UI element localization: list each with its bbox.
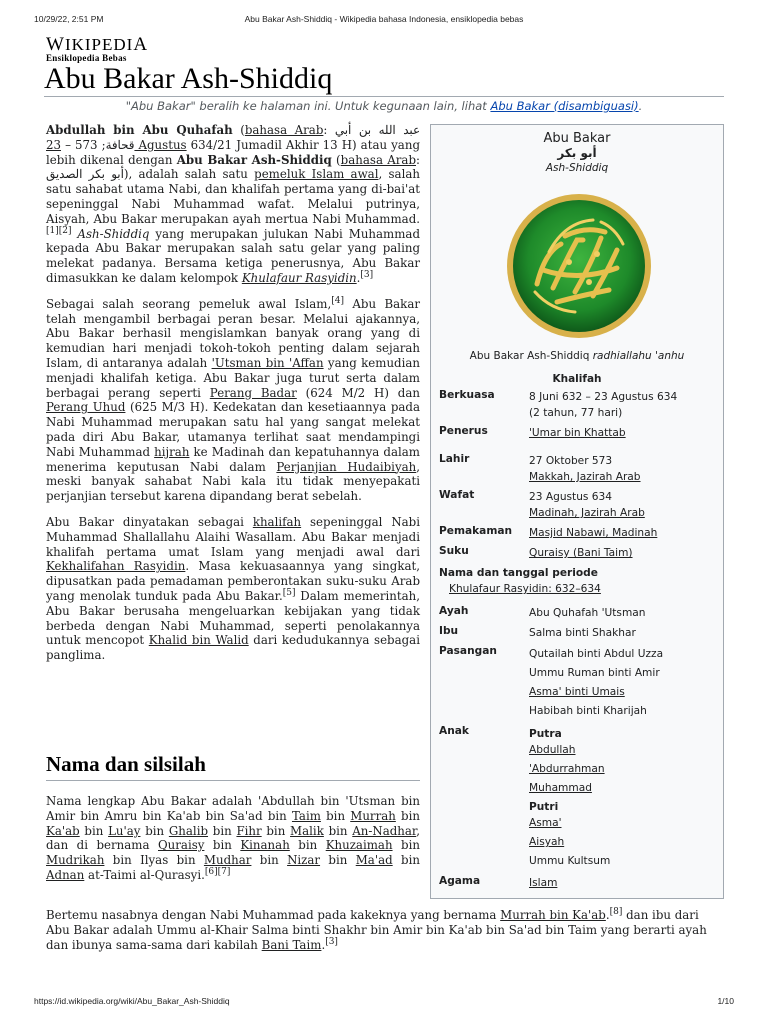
label-lahir: Lahir bbox=[439, 453, 470, 465]
print-page-number: 1/10 bbox=[717, 996, 734, 1006]
link-khuzaimah[interactable]: Khuzaimah bbox=[325, 838, 393, 853]
link-murrah[interactable]: Murrah bbox=[350, 808, 396, 823]
print-url: https://id.wikipedia.org/wiki/Abu_Bakar_Ash-Shiddiq bbox=[34, 996, 230, 1006]
link-khulafaur-periode[interactable]: Khulafaur Rasyidin: 632–634 bbox=[449, 583, 601, 595]
infobox-subtitle: Ash-Shiddiq bbox=[545, 162, 609, 174]
link-23-agustus[interactable]: 23 Agustus bbox=[46, 137, 187, 152]
label-wafat: Wafat bbox=[439, 489, 475, 501]
link-makkah[interactable]: Makkah, Jazirah Arab bbox=[529, 471, 641, 483]
section-nama-silsilah bbox=[46, 794, 420, 894]
link-perjanjian-hudaibiyah[interactable]: Perjanjian Hudaibiyah bbox=[276, 459, 417, 474]
link-hijrah[interactable]: hijrah bbox=[154, 444, 190, 459]
label-pasangan: Pasangan bbox=[439, 645, 497, 657]
logo-tagline: Ensiklopedia Bebas bbox=[46, 53, 127, 63]
link-islam[interactable]: Islam bbox=[529, 877, 558, 889]
link-kaab[interactable]: Ka'ab bbox=[46, 823, 80, 838]
wafat-date: 23 Agustus 634 bbox=[529, 491, 613, 503]
page-title: Abu Bakar Ash-Shiddiq bbox=[44, 62, 333, 95]
link-luay[interactable]: Lu'ay bbox=[108, 823, 141, 838]
value-ibu: Salma binti Shakhar bbox=[529, 627, 636, 639]
link-khalifah[interactable]: khalifah bbox=[252, 514, 302, 529]
link-abdurrahman[interactable]: 'Abdurrahman bbox=[529, 763, 605, 775]
hatnote bbox=[44, 99, 724, 113]
putri-header: Putri bbox=[529, 801, 559, 813]
wikipedia-logo[interactable] bbox=[46, 36, 148, 63]
print-timestamp: 10/29/22, 2:51 PM bbox=[34, 14, 104, 24]
putra-header: Putra bbox=[529, 728, 562, 740]
value-ayah: Abu Quhafah 'Utsman bbox=[529, 607, 646, 619]
link-malik[interactable]: Malik bbox=[290, 823, 324, 838]
link-adnan[interactable]: Adnan bbox=[46, 867, 85, 882]
logo-wordmark: WIKIPEDIA bbox=[46, 34, 149, 55]
calligraphy-image[interactable] bbox=[505, 192, 653, 340]
link-fihr[interactable]: Fihr bbox=[236, 823, 262, 838]
title-divider bbox=[44, 96, 724, 97]
caption-text: Abu Bakar Ash-Shiddiq bbox=[469, 350, 593, 362]
berkuasa-duration: (2 tahun, 77 hari) bbox=[529, 407, 623, 419]
label-agama: Agama bbox=[439, 875, 481, 887]
berkuasa-dates: 8 Juni 632 – 23 Agustus 634 bbox=[529, 391, 678, 403]
lead-section bbox=[46, 123, 420, 674]
link-kekhalifahan-rasyidin[interactable]: Kekhalifahan Rasyidin bbox=[46, 559, 186, 574]
label-suku: Suku bbox=[439, 545, 469, 557]
lead-paragraph-2: Sebagai salah seorang pemeluk awal Islam,[4] Abu Bakar telah mengambil berbagai peran besar. Melalui ajakannya, Abu Bakar berhasil mengislamkan banyak orang yang di kemudian hari menjadi tokoh-tokoh penting dalam sejarah Islam, di antaranya adalah 'Utsman bin 'Affan yang kemudian menjadi khalifah ketiga. Abu Bakar juga turut serta dalam berbagai perang seperti Perang Badar (624 M/2 H) dan Perang Uhud (625 M/3 H). Kedekatan dan kesetiaannya pada Nabi Muhammad merupakan satu hal yang sangat melekat pada diri Abu Bakar, utamanya terlihat saat mendampingi Nabi Muhammad hijrah ke Madinah dan kepatuhannya dalam menerima keputusan Nabi dalam Perjanjian Hudaibiyah, meski banyak sahabat Nabi kala itu tidak menyepakati perjanjian tersebut karena dipandang berat sebelah. bbox=[46, 295, 421, 504]
link-khulafaur-rasyidin[interactable]: Khulafaur Rasyidin bbox=[241, 270, 357, 285]
value-berkuasa bbox=[529, 389, 717, 421]
link-quraisy-bani-taim[interactable]: Quraisy (Bani Taim) bbox=[529, 547, 633, 559]
label-ayah: Ayah bbox=[439, 605, 469, 617]
periode-header: Nama dan tanggal periode bbox=[439, 567, 598, 579]
link-maad[interactable]: Ma'ad bbox=[355, 853, 393, 868]
caption-honorific: radhiallahu 'anhu bbox=[592, 350, 685, 362]
link-umar[interactable]: 'Umar bin Khattab bbox=[529, 427, 626, 439]
section-heading: Nama dan silsilah bbox=[46, 752, 420, 781]
hatnote-text: "Abu Bakar" beralih ke halaman ini. Untuk kegunaan lain, lihat bbox=[125, 99, 491, 113]
link-bahasa-arab-2[interactable]: bahasa Arab bbox=[340, 152, 417, 167]
link-mudhar[interactable]: Mudhar bbox=[203, 853, 252, 868]
link-asma[interactable]: Asma' bbox=[529, 817, 562, 829]
link-an-nadhar[interactable]: An-Nadhar bbox=[352, 823, 417, 838]
silsilah-paragraph: Nama lengkap Abu Bakar adalah 'Abdullah bin 'Utsman bin Amir bin Amru bin Ka'ab bin Sa'ad bin Taim bin Murrah bin Ka'ab bin Lu'ay bin Ghalib bin Fihr bin Malik bin An-Nadhar, dan di bernama Quraisy bin Kinanah bin Khuzaimah bin Mudrikah bin Ilyas bin Mudhar bin Nizar bin Ma'ad bin Adnan at-Taimi al-Qurasyi.[6][7] bbox=[46, 794, 420, 882]
full-width-paragraph: Bertemu nasabnya dengan Nabi Muhammad pada kakeknya yang bernama Murrah bin Ka'ab.[8] dan ibu dari Abu Bakar adalah Ummu al-Khair Salma binti Shakhr bin Amir bin Ka'ab bin Sa'ad bin Taim yang berarti ayah dan ibunya sama-sama dari kabilah Bani Taim.[3] bbox=[46, 907, 707, 952]
link-taim[interactable]: Taim bbox=[291, 808, 321, 823]
link-bani-taim[interactable]: Bani Taim bbox=[261, 937, 322, 952]
link-khalid-bin-walid[interactable]: Khalid bin Walid bbox=[148, 633, 249, 648]
label-pemakaman: Pemakaman bbox=[439, 525, 513, 537]
label-berkuasa: Berkuasa bbox=[439, 389, 495, 401]
link-quraisy[interactable]: Quraisy bbox=[158, 838, 205, 853]
link-aisyah[interactable]: Aisyah bbox=[529, 836, 565, 848]
link-utsman[interactable]: 'Utsman bin 'Affan bbox=[211, 355, 324, 370]
disambiguation-link[interactable]: Abu Bakar (disambiguasi) bbox=[490, 99, 639, 113]
image-caption bbox=[431, 350, 723, 362]
link-kinanah[interactable]: Kinanah bbox=[240, 838, 290, 853]
infobox-arabic-name: أبو بكر bbox=[557, 146, 597, 160]
infobox bbox=[430, 124, 724, 899]
label-ibu: Ibu bbox=[439, 625, 459, 637]
link-mudrikah[interactable]: Mudrikah bbox=[46, 853, 105, 868]
spouse-item: Ummu Ruman binti Amir bbox=[529, 667, 660, 679]
link-ghalib[interactable]: Ghalib bbox=[168, 823, 209, 838]
child-item: Ummu Kultsum bbox=[529, 855, 611, 867]
print-footer bbox=[34, 996, 734, 1010]
hatnote-end: . bbox=[638, 99, 643, 113]
label-penerus: Penerus bbox=[439, 425, 488, 437]
link-murrah-bin-kaab[interactable]: Murrah bin Ka'ab bbox=[500, 908, 606, 922]
khalifah-header: Khalifah bbox=[552, 373, 602, 385]
link-nizar[interactable]: Nizar bbox=[287, 853, 321, 868]
lead-paragraph-3: Abu Bakar dinyatakan sebagai khalifah sepeninggal Nabi Muhammad Shallallahu Alaihi Wasallam. Abu Bakar menjadi khalifah pertama umat Islam yang menjadi awal dari Kekhalifahan Rasyidin. Masa kekuasaannya yang singkat, dipusatkan pada pemadaman pemberontakan suku-suku Arab yang menolak tunduk pada Abu Bakar.[5] Dalam memerintah, Abu Bakar berusaha mengeluarkan kebijakan yang tidak berbeda dengan Nabi Muhammad, seperti penolakannya untuk mencopot Khalid bin Walid dari kedudukannya sebagai panglima. bbox=[46, 514, 421, 663]
link-abdullah[interactable]: Abdullah bbox=[529, 744, 576, 756]
link-masjid-nabawi[interactable]: Masjid Nabawi, Madinah bbox=[529, 527, 658, 539]
link-asma-binti-umais[interactable]: Asma' binti Umais bbox=[529, 686, 625, 698]
spouse-item: Habibah binti Kharijah bbox=[529, 705, 647, 717]
spouse-item: Qutailah binti Abdul Uzza bbox=[529, 648, 664, 660]
link-madinah[interactable]: Madinah, Jazirah Arab bbox=[529, 507, 645, 519]
lead-paragraph-1: Abdullah bin Abu Quhafah (bahasa Arab: عبد الله بن أبي قحافة; 573 – 23 Agustus 634/21 Jumadil Akhir 13 H) atau yang lebih dikenal dengan Abu Bakar Ash-Shiddiq (bahasa Arab: أبو بكر الصديق), adalah salah satu pemeluk Islam awal, salah satu sahabat utama Nabi, dan khalifah pertama yang di-bai'at sepeninggal Nabi Muhammad wafat. Melalui putrinya, Aisyah, Abu Bakar merupakan ayah mertua Nabi Muhammad.[1][2] Ash-Shiddiq yang merupakan julukan Nabi Muhammad kepada Abu Bakar merupakan salah satu gelar yang paling melekat padanya. Bersama ketiga penerusnya, Abu Bakar dimasukkan ke dalam kelompok Khulafaur Rasyidin.[3] bbox=[46, 123, 421, 285]
infobox-title: Abu Bakar bbox=[543, 131, 611, 146]
row-periode bbox=[439, 583, 717, 595]
link-pemeluk-islam-awal[interactable]: pemeluk Islam awal bbox=[254, 167, 379, 182]
print-page-title: Abu Bakar Ash-Shiddiq - Wikipedia bahasa Indonesia, ensiklopedia bebas bbox=[244, 14, 524, 24]
print-header bbox=[34, 14, 734, 28]
link-perang-uhud[interactable]: Perang Uhud bbox=[46, 400, 126, 415]
label-anak: Anak bbox=[439, 725, 469, 737]
link-bahasa-arab[interactable]: bahasa Arab bbox=[244, 123, 324, 137]
link-muhammad[interactable]: Muhammad bbox=[529, 782, 592, 794]
link-perang-badar[interactable]: Perang Badar bbox=[209, 385, 297, 400]
lahir-date: 27 Oktober 573 bbox=[529, 455, 613, 467]
